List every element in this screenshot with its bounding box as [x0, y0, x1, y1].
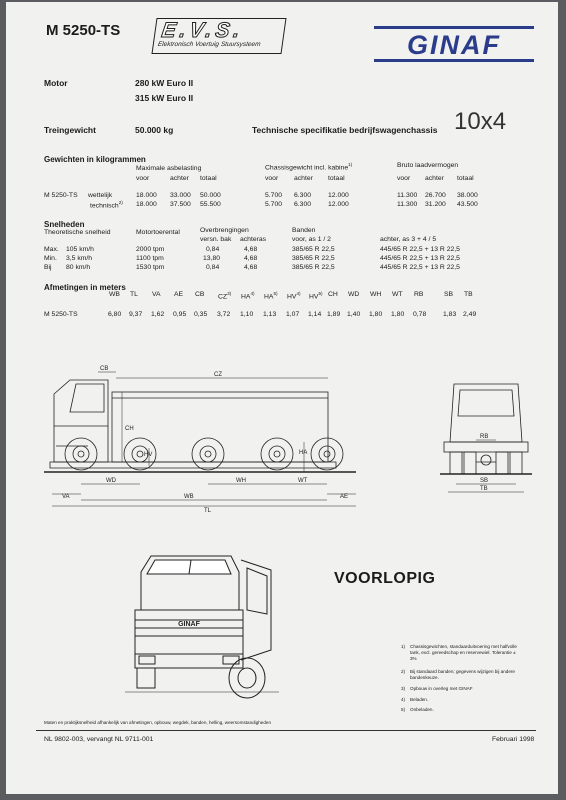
achteras-header: achteras	[240, 236, 267, 243]
speed-row-min: Min. 3,5 km/h	[44, 255, 93, 262]
col-achter-3: achter	[425, 175, 444, 182]
cell: 445/65 R 22,5 + 13 R 22,5	[380, 264, 460, 271]
dim-cz: CZ	[214, 372, 222, 378]
afmetingen-header: WD	[348, 291, 360, 298]
dim-wh: WH	[236, 478, 246, 484]
cell: 5.700	[265, 192, 283, 199]
footnote-number: 4)	[401, 697, 406, 702]
cell: 38.000	[457, 192, 478, 199]
footer-divider	[36, 730, 536, 731]
cell: 12.000	[328, 201, 349, 208]
col-totaal-2: totaal	[328, 175, 345, 182]
afmetingen-value: 0,35	[194, 311, 208, 318]
spec-title: Technische specifikatie bedrijfswagenchassis	[252, 125, 438, 135]
row-label-wettelijk: wettelijk	[88, 192, 113, 199]
achter-as-header: achter, as 3 + 4 / 5	[380, 236, 437, 243]
disclaimer: Maten en praktijksnelheid afhankelijk van afmetingen, opbouw, wegdek, banden, helling, weersomstandigheden	[44, 720, 272, 725]
treingewicht-label: Treingewicht	[44, 125, 96, 135]
afmetingen-header: WH	[370, 291, 382, 298]
afmetingen-value: 3,72	[217, 311, 231, 318]
theor-label: Theoretische snelheid	[44, 229, 111, 236]
cell: 2000 tpm	[136, 246, 165, 253]
cell: 6.300	[294, 192, 312, 199]
afmetingen-value: 1,83	[443, 311, 457, 318]
afmetingen-header: TL	[130, 291, 138, 298]
footnote-number: 5)	[401, 707, 406, 712]
cell: 37.500	[170, 201, 191, 208]
afmetingen-header: RB	[414, 291, 424, 298]
cell: 6.300	[294, 201, 312, 208]
dim-tb: TB	[480, 486, 488, 492]
cell: 18.000	[136, 192, 157, 199]
voorlopig-stamp: VOORLOPIG	[334, 570, 436, 587]
cell: 4,68	[244, 264, 258, 271]
versn-bak-header: versn. bak	[200, 236, 232, 243]
afmetingen-value: 6,80	[108, 311, 122, 318]
afmetingen-value: 2,49	[463, 311, 477, 318]
truck-grille-logo: GINAF	[178, 621, 200, 628]
dim-wt: WT	[298, 478, 308, 484]
dim-wd: WD	[106, 478, 116, 484]
dim-rb: RB	[480, 434, 489, 440]
afmetingen-header: HA$^{4)}$	[241, 291, 255, 301]
afmetingen-value: 1,80	[391, 311, 405, 318]
col-totaal-1: totaal	[200, 175, 217, 182]
afmetingen-model: M 5250-TS	[44, 311, 78, 318]
chassis-sup: 1)	[348, 162, 353, 167]
evs-logo-text: E.V.S.	[160, 19, 245, 42]
footnote-text: Beladen.	[410, 697, 429, 702]
ginaf-logo	[374, 26, 534, 62]
footnote-text: Chassisgewichten, standaarduitvoering met halfvolle tank, excl. gereedschap en reservewiel. Tolerantie ± 3%	[410, 644, 517, 661]
col-voor-2: voor	[265, 175, 279, 182]
afmetingen-value: 1,13	[263, 311, 277, 318]
afmetingen-header: WT	[392, 291, 403, 298]
cell: 445/65 R 22,5 + 13 R 22,5	[380, 246, 460, 253]
motortoerental-header: Motortoerental	[136, 229, 180, 236]
footnote-number: 1)	[401, 644, 406, 649]
afmetingen-value: 1,10	[240, 311, 254, 318]
gewichten-title: Gewichten in kilogrammen	[44, 155, 146, 164]
bruto-title: Bruto laadvermogen	[397, 162, 459, 169]
footnote-text: Onbeladen.	[410, 707, 434, 712]
motor-label: Motor	[44, 78, 68, 88]
footer-date: Februari 1998	[492, 736, 535, 743]
dim-wb: WB	[184, 494, 194, 500]
cell: 11.300	[397, 192, 418, 199]
banden-header: Banden	[292, 227, 316, 234]
treingewicht-value: 50.000 kg	[135, 125, 174, 135]
cell: 1530 tpm	[136, 264, 165, 271]
cell: 4,68	[244, 255, 258, 262]
afmetingen-header: CZ$^{3)}$	[218, 291, 232, 301]
afmetingen-header: WB	[109, 291, 120, 298]
footnote-text: Bij standaard banden; gegevens wijzigen bij andere bandenkeuze.	[410, 669, 515, 680]
col-voor-3: voor	[397, 175, 411, 182]
cell: 12.000	[328, 192, 349, 199]
afmetingen-title: Afmetingen in meters	[44, 283, 126, 292]
dim-cb: CB	[100, 366, 109, 372]
afmetingen-header: SB	[444, 291, 454, 298]
chassisgewicht-title: Chassisgewicht incl. kabine$^{1)}$	[265, 162, 353, 172]
cell: 33.000	[170, 192, 191, 199]
voor-as-header: voor, as 1 / 2	[292, 236, 331, 243]
cell: 0,84	[206, 246, 220, 253]
col-achter-2: achter	[294, 175, 313, 182]
cell: 1100 tpm	[136, 255, 164, 262]
dim-va: VA	[62, 494, 70, 500]
afmetingen-value: 0,78	[413, 311, 427, 318]
dim-ha: HA	[299, 450, 308, 456]
footnote-number: 2)	[401, 669, 406, 674]
afmetingen-header: HV$^{4)}$	[287, 291, 301, 301]
cell: 385/65 R 22,5	[292, 264, 335, 271]
motor-line2: 315 kW Euro II	[135, 93, 194, 103]
row-label-technisch: technisch$^{2)}$	[90, 200, 123, 210]
truck-side-view	[44, 380, 356, 472]
cell: 385/65 R 22,5	[292, 255, 335, 262]
gewichten-model: M 5250-TS	[44, 192, 78, 199]
footnote-text: Opbouw in overleg met GINAF	[410, 686, 473, 691]
afmetingen-value: 1,40	[347, 311, 361, 318]
ginaf-logo-text: GINAF	[407, 30, 501, 60]
dimension-diagram	[36, 354, 536, 514]
cell: 26.700	[425, 192, 446, 199]
spec-sheet	[6, 2, 558, 794]
cell: 50.000	[200, 192, 221, 199]
axle-config: 10x4	[454, 108, 507, 135]
afmetingen-value: 9,37	[129, 311, 143, 318]
cell: 0,84	[206, 264, 220, 271]
afmetingen-header: TB	[464, 291, 473, 298]
afmetingen-value: 1,62	[151, 311, 165, 318]
cell: 55.500	[200, 201, 221, 208]
cell: 18.000	[136, 201, 157, 208]
afmetingen-header: CB	[195, 291, 205, 298]
cell: 31.200	[425, 201, 446, 208]
cell: 4,68	[244, 246, 258, 253]
cell: 13,80	[203, 255, 221, 262]
col-achter-1: achter	[170, 175, 189, 182]
truck-cab-illustration	[121, 550, 281, 710]
cell: 11.300	[397, 201, 418, 208]
overbrengingen-header: Overbrengingen	[200, 227, 249, 234]
col-voor-1: voor	[136, 175, 150, 182]
col-totaal-3: totaal	[457, 175, 474, 182]
footer-doc-number: NL 9802-003, vervangt NL 9711-001	[44, 736, 154, 743]
footnote-number: 3)	[401, 686, 406, 691]
dim-sb: SB	[480, 478, 489, 484]
dim-ch: CH	[125, 426, 134, 432]
dim-ae: AE	[340, 494, 349, 500]
afmetingen-header: HV$^{5)}$	[309, 291, 323, 301]
cell: 5.700	[265, 201, 283, 208]
afmetingen-value: 1,07	[286, 311, 300, 318]
max-asbelasting-title: Maximale asbelasting	[136, 165, 202, 172]
motor-line1: 280 kW Euro II	[135, 78, 194, 88]
afmetingen-value: 1,89	[327, 311, 341, 318]
afmetingen-header: VA	[152, 291, 161, 298]
afmetingen-header: CH	[328, 291, 338, 298]
afmetingen-value: 0,95	[173, 311, 187, 318]
snelheden-title: Snelheden	[44, 220, 85, 229]
cell: 43.500	[457, 201, 478, 208]
dim-hv: HV	[144, 452, 153, 458]
afmetingen-header: HA$^{5)}$	[264, 291, 278, 301]
afmetingen-value: 1,80	[369, 311, 383, 318]
evs-logo-subtitle: Elektronisch Voertuig Stuursysteem	[157, 41, 262, 48]
cell: 445/65 R 22,5 + 13 R 22,5	[380, 255, 460, 262]
speed-row-max: Max. 105 km/h	[44, 246, 94, 253]
dim-tl: TL	[204, 508, 212, 514]
cell: 385/65 R 22,5	[292, 246, 335, 253]
afmetingen-header: AE	[174, 291, 184, 298]
evs-logo	[151, 18, 286, 54]
speed-row-bij: Bij 80 km/h	[44, 264, 91, 271]
model-title: M 5250-TS	[46, 22, 121, 39]
afmetingen-value: 1,14	[308, 311, 322, 318]
